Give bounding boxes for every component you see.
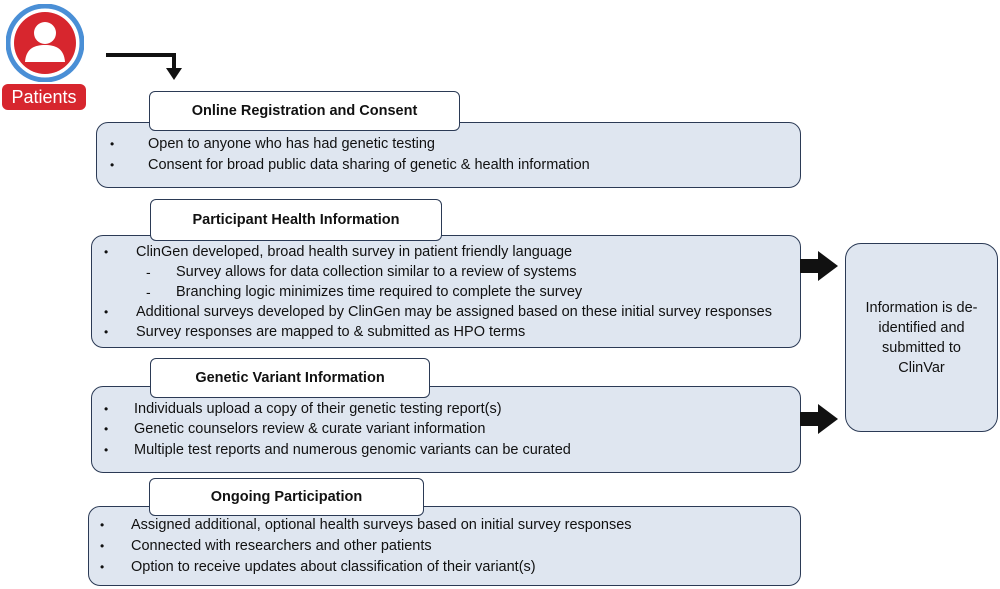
ongoing-item: Assigned additional, optional health surveys based on initial survey responses (131, 517, 632, 533)
registration-item: Consent for broad public data sharing of genetic & health information (148, 157, 590, 173)
clinvar-box (845, 243, 998, 432)
patient-avatar-icon (6, 4, 84, 82)
bullet-icon: • (110, 158, 115, 172)
arrow-right-icon (800, 249, 840, 283)
ongoing-item: Option to receive updates about classification of their variant(s) (131, 559, 536, 575)
health-item: Survey responses are mapped to & submitted as HPO terms (136, 324, 526, 340)
clinvar-text: Information is de-identified and submitted to ClinVar (865, 299, 978, 376)
bullet-icon: • (104, 305, 109, 319)
bullet-icon: • (104, 325, 109, 339)
variant-item: Multiple test reports and numerous genomic variants can be curated (134, 442, 571, 458)
variant-title: Genetic Variant Information (150, 358, 430, 398)
bullet-icon: • (100, 560, 105, 574)
flow-arrow-icon (100, 48, 190, 84)
registration-item: Open to anyone who has had genetic testing (148, 136, 435, 152)
bullet-icon: • (104, 443, 109, 457)
bullet-icon: • (104, 422, 109, 436)
health-item: ClinGen developed, broad health survey in patient friendly language (136, 244, 573, 260)
ongoing-title: Ongoing Participation (149, 478, 424, 516)
bullet-icon: • (104, 245, 109, 259)
dash-icon: - (146, 264, 151, 280)
variant-item: Individuals upload a copy of their genetic testing report(s) (134, 401, 502, 417)
bullet-icon: • (100, 539, 105, 553)
bullet-icon: • (110, 137, 115, 151)
health-title: Participant Health Information (150, 199, 442, 241)
health-subitem: Survey allows for data collection similar to a review of systems (176, 264, 577, 280)
dash-icon: - (146, 284, 151, 300)
registration-title: Online Registration and Consent (149, 91, 460, 131)
bullet-icon: • (100, 518, 105, 532)
variant-item: Genetic counselors review & curate variant information (134, 421, 486, 437)
bullet-icon: • (104, 402, 109, 416)
health-subitem: Branching logic minimizes time required to complete the survey (176, 284, 583, 300)
patients-label: Patients (2, 84, 86, 110)
arrow-right-icon (800, 402, 840, 436)
health-item: Additional surveys developed by ClinGen may be assigned based on these initial survey responses (136, 304, 772, 320)
ongoing-item: Connected with researchers and other patients (131, 538, 432, 554)
